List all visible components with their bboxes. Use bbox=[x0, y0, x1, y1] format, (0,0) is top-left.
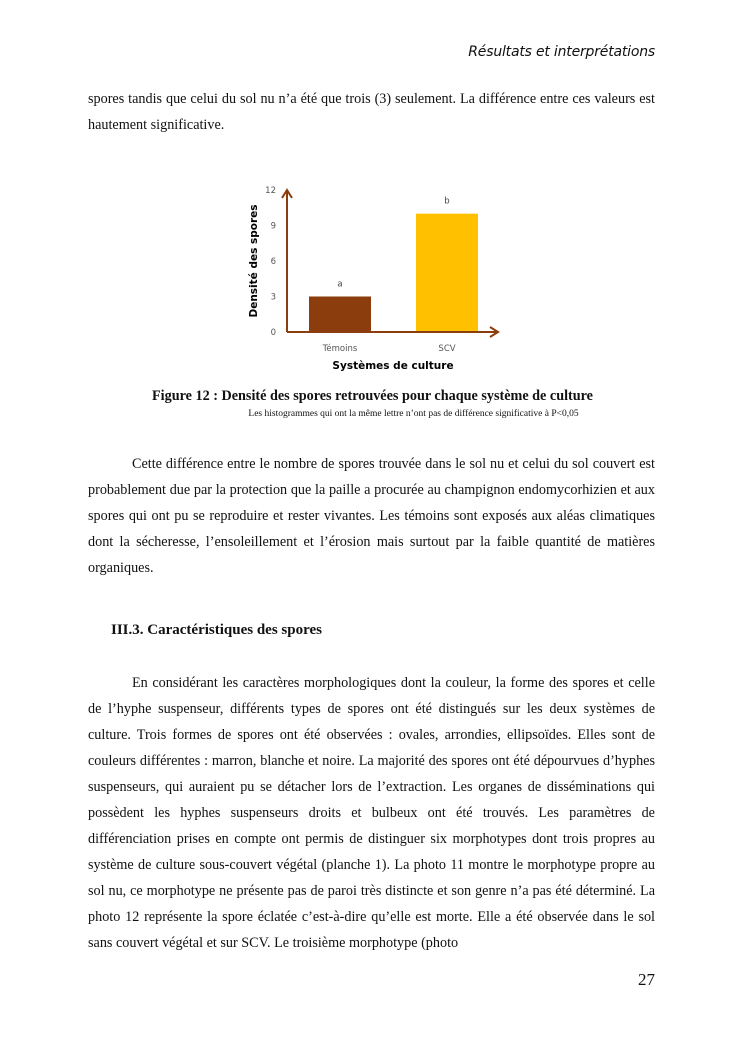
section-title: III.3. Caractéristiques des spores bbox=[111, 622, 322, 638]
significance-letter: a bbox=[337, 279, 343, 290]
figure-caption: Figure 12 : Densité des spores retrouvées pour chaque système de culture bbox=[152, 388, 593, 404]
significance-letter: b bbox=[444, 196, 450, 207]
paragraph-middle: Cette différence entre le nombre de spores trouvée dans le sol nu et celui du sol couvert est probablement due par la protection que la paille a procurée au champignon endomycorhizien et aux spores qui ont pu se reproduire et rester vivantes. Les témoins sont exposés aux aléas climatiques dont la sécheresse, l’ensoleillement et l’érosion mais surtout par la faible quantité de matières organiques. bbox=[88, 456, 655, 576]
page-number: 27 bbox=[638, 970, 655, 989]
y-tick-label: 3 bbox=[270, 292, 276, 303]
y-tick-label: 6 bbox=[270, 257, 276, 267]
paragraph-bottom: En considérant les caractères morphologiques dont la couleur, la forme des spores et celle de l’hyphe suspenseur, différents types de spores ont été distingués sur les deux systèmes de culture. Trois formes de spores ont été observées : ovales, arrondies, ellipsoïdes. Elles sont de couleurs différentes : marron, blanche et noire. La majorité des spores ont été dépourvues d’hyphes suspenseurs, qui auraient pu se détacher lors de l’extraction. Les organes de disséminations qui possèdent les hyphes suspenseurs droits et bulbeux ont été trouvés. Les paramètres de différenciation prises en compte ont permis de distinguer six morphotypes dont trois propres au système de culture sous-couvert végétal (planche 1). La photo 11 montre le morphotype propre au sol nu, ce morphotype ne présente pas de paroi très distincte et son genre n’a pas été déterminé. La photo 12 représente la spore éclatée c’est-à-dire qu’elle est morte. Elle a été observée dans le sol sans couvert végétal et sur SCV. Le troisième morphotype (photo bbox=[88, 675, 655, 951]
x-tick-label: Témoins bbox=[322, 344, 358, 354]
x-tick-label: SCV bbox=[438, 344, 456, 354]
y-tick-label: 9 bbox=[270, 221, 276, 232]
figure-note: Les histogrammes qui ont la même lettre n’ont pas de différence significative à P<0,05 bbox=[248, 409, 579, 419]
x-axis-label: Systèmes de culture bbox=[332, 360, 454, 372]
y-axis-label: Densité des spores bbox=[248, 204, 260, 318]
spore-density-chart bbox=[240, 178, 510, 378]
running-header: Résultats et interprétations bbox=[468, 44, 655, 60]
bar-scv bbox=[416, 214, 478, 332]
y-tick-label: 12 bbox=[265, 186, 276, 196]
bar-temoins bbox=[309, 297, 371, 333]
paragraph-top: spores tandis que celui du sol nu n’a été que trois (3) seulement. La différence entre ces valeurs est hautement significative. bbox=[88, 91, 655, 133]
y-tick-label: 0 bbox=[270, 328, 276, 338]
